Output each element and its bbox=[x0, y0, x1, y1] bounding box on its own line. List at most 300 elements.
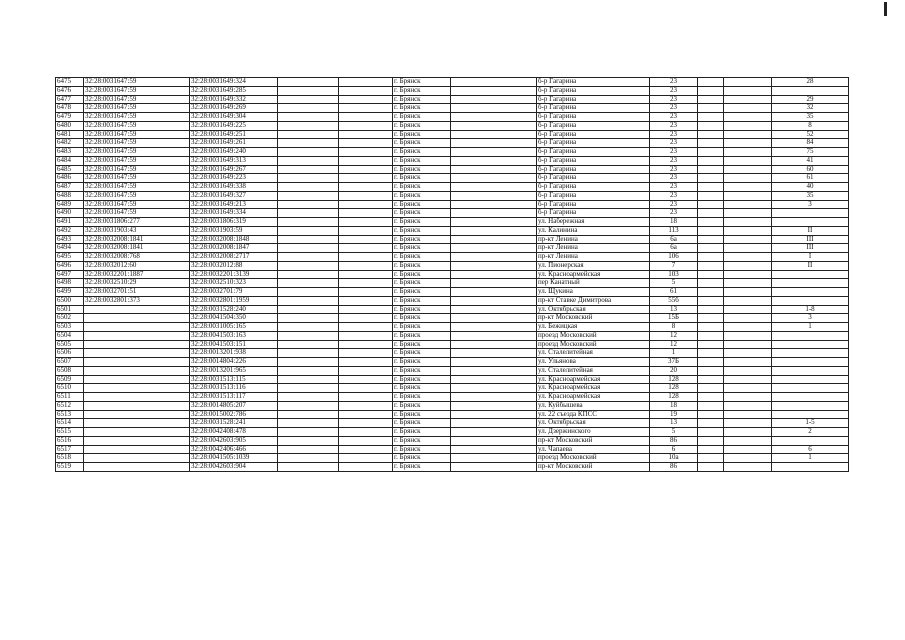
street-cell: пр-кт Ленина bbox=[537, 235, 650, 244]
empty-cell bbox=[278, 279, 339, 288]
cadastral-number-cell: 32:28:0031528:240 bbox=[190, 305, 278, 314]
empty-cell bbox=[724, 384, 772, 393]
empty-cell bbox=[339, 104, 393, 113]
house-number-cell: 1 bbox=[650, 349, 698, 358]
street-cell: б-р Гагарина bbox=[537, 156, 650, 165]
apartment-cell bbox=[772, 401, 849, 410]
table-row bbox=[56, 261, 849, 270]
city-cell: г. Брянск bbox=[393, 191, 451, 200]
house-number-cell: 106 bbox=[650, 253, 698, 262]
apartment-cell: 6 bbox=[772, 445, 849, 454]
empty-cell bbox=[451, 445, 537, 454]
empty-cell bbox=[451, 375, 537, 384]
empty-cell bbox=[698, 401, 724, 410]
cadastral-number-cell: 32:28:0031513:115 bbox=[190, 375, 278, 384]
city-cell: г. Брянск bbox=[393, 244, 451, 253]
record-number-cell: 6476 bbox=[56, 86, 84, 95]
empty-cell bbox=[698, 183, 724, 192]
empty-cell bbox=[339, 183, 393, 192]
house-number-cell: 8 bbox=[650, 323, 698, 332]
record-number-cell: 6485 bbox=[56, 165, 84, 174]
empty-cell bbox=[724, 314, 772, 323]
house-number-cell: 6а bbox=[650, 235, 698, 244]
empty-cell bbox=[339, 130, 393, 139]
empty-cell bbox=[278, 174, 339, 183]
house-number-cell: 113 bbox=[650, 226, 698, 235]
record-number-cell: 6508 bbox=[56, 366, 84, 375]
empty-cell bbox=[724, 401, 772, 410]
empty-cell bbox=[339, 148, 393, 157]
apartment-cell: 29 bbox=[772, 95, 849, 104]
empty-cell bbox=[724, 86, 772, 95]
house-number-cell: 23 bbox=[650, 104, 698, 113]
empty-cell bbox=[278, 445, 339, 454]
city-cell: г. Брянск bbox=[393, 218, 451, 227]
empty-cell bbox=[451, 226, 537, 235]
empty-cell bbox=[698, 436, 724, 445]
apartment-cell: 52 bbox=[772, 130, 849, 139]
house-number-cell: 23 bbox=[650, 156, 698, 165]
street-cell: б-р Гагарина bbox=[537, 148, 650, 157]
record-number-cell: 6496 bbox=[56, 261, 84, 270]
empty-cell bbox=[278, 78, 339, 87]
city-cell: г. Брянск bbox=[393, 401, 451, 410]
city-cell: г. Брянск bbox=[393, 463, 451, 472]
parent-cadastral-number-cell: 32:28:0031647:59 bbox=[84, 165, 190, 174]
street-cell: пр-кт Ленина bbox=[537, 253, 650, 262]
apartment-cell bbox=[772, 436, 849, 445]
empty-cell bbox=[339, 331, 393, 340]
cadastral-number-cell: 32:28:0031649:334 bbox=[190, 209, 278, 218]
house-number-cell: 86 bbox=[650, 436, 698, 445]
street-cell: пер Канатный bbox=[537, 279, 650, 288]
empty-cell bbox=[278, 366, 339, 375]
table-row bbox=[56, 428, 849, 437]
house-number-cell: 23 bbox=[650, 209, 698, 218]
city-cell: г. Брянск bbox=[393, 305, 451, 314]
empty-cell bbox=[724, 375, 772, 384]
empty-cell bbox=[339, 139, 393, 148]
apartment-cell: 60 bbox=[772, 165, 849, 174]
cadastral-number-cell: 32:28:0031649:338 bbox=[190, 183, 278, 192]
apartment-cell: 32 bbox=[772, 104, 849, 113]
city-cell: г. Брянск bbox=[393, 86, 451, 95]
empty-cell bbox=[278, 253, 339, 262]
empty-cell bbox=[339, 436, 393, 445]
empty-cell bbox=[278, 288, 339, 297]
apartment-cell: 2 bbox=[772, 428, 849, 437]
house-number-cell: 23 bbox=[650, 86, 698, 95]
empty-cell bbox=[698, 340, 724, 349]
street-cell: б-р Гагарина bbox=[537, 165, 650, 174]
cadastral-number-cell: 32:28:0032510:323 bbox=[190, 279, 278, 288]
cadastral-number-cell: 32:28:0013201:938 bbox=[190, 349, 278, 358]
empty-cell bbox=[278, 183, 339, 192]
empty-cell bbox=[724, 419, 772, 428]
empty-cell bbox=[698, 244, 724, 253]
empty-cell bbox=[339, 218, 393, 227]
empty-cell bbox=[278, 401, 339, 410]
empty-cell bbox=[698, 296, 724, 305]
table-row bbox=[56, 331, 849, 340]
empty-cell bbox=[339, 209, 393, 218]
empty-cell bbox=[724, 323, 772, 332]
apartment-cell bbox=[772, 209, 849, 218]
record-number-cell: 6500 bbox=[56, 296, 84, 305]
empty-cell bbox=[339, 419, 393, 428]
empty-cell bbox=[451, 86, 537, 95]
parent-cadastral-number-cell bbox=[84, 393, 190, 402]
house-number-cell: 23 bbox=[650, 113, 698, 122]
cadastral-number-cell: 32:28:0041503:151 bbox=[190, 340, 278, 349]
parent-cadastral-number-cell bbox=[84, 314, 190, 323]
parent-cadastral-number-cell: 32:28:0032008:1841 bbox=[84, 244, 190, 253]
empty-cell bbox=[278, 349, 339, 358]
record-number-cell: 6510 bbox=[56, 384, 84, 393]
house-number-cell: 20 bbox=[650, 366, 698, 375]
record-number-cell: 6498 bbox=[56, 279, 84, 288]
empty-cell bbox=[451, 323, 537, 332]
empty-cell bbox=[698, 288, 724, 297]
city-cell: г. Брянск bbox=[393, 419, 451, 428]
empty-cell bbox=[451, 410, 537, 419]
empty-cell bbox=[698, 130, 724, 139]
street-cell: ул. Дзержинского bbox=[537, 428, 650, 437]
apartment-cell bbox=[772, 349, 849, 358]
parent-cadastral-number-cell: 32:28:0031647:59 bbox=[84, 121, 190, 130]
parent-cadastral-number-cell: 32:28:0032008:1841 bbox=[84, 235, 190, 244]
empty-cell bbox=[278, 331, 339, 340]
city-cell: г. Брянск bbox=[393, 165, 451, 174]
street-cell: б-р Гагарина bbox=[537, 86, 650, 95]
apartment-cell bbox=[772, 270, 849, 279]
street-cell: б-р Гагарина bbox=[537, 209, 650, 218]
empty-cell bbox=[278, 454, 339, 463]
cadastral-number-cell: 32:28:0013201:965 bbox=[190, 366, 278, 375]
city-cell: г. Брянск bbox=[393, 384, 451, 393]
empty-cell bbox=[278, 86, 339, 95]
apartment-cell: 40 bbox=[772, 183, 849, 192]
empty-cell bbox=[724, 174, 772, 183]
table-row bbox=[56, 95, 849, 104]
parent-cadastral-number-cell: 32:28:0032008:768 bbox=[84, 253, 190, 262]
cadastral-number-cell: 32:28:0042408:478 bbox=[190, 428, 278, 437]
empty-cell bbox=[724, 331, 772, 340]
city-cell: г. Брянск bbox=[393, 121, 451, 130]
parent-cadastral-number-cell: 32:28:0031647:59 bbox=[84, 200, 190, 209]
apartment-cell: 75 bbox=[772, 148, 849, 157]
empty-cell bbox=[278, 148, 339, 157]
empty-cell bbox=[339, 463, 393, 472]
street-cell: б-р Гагарина bbox=[537, 174, 650, 183]
empty-cell bbox=[451, 130, 537, 139]
house-number-cell: 18 bbox=[650, 401, 698, 410]
record-number-cell: 6514 bbox=[56, 419, 84, 428]
empty-cell bbox=[451, 314, 537, 323]
parent-cadastral-number-cell bbox=[84, 366, 190, 375]
empty-cell bbox=[278, 314, 339, 323]
empty-cell bbox=[724, 279, 772, 288]
empty-cell bbox=[339, 454, 393, 463]
table-row bbox=[56, 384, 849, 393]
apartment-cell: 1 bbox=[772, 323, 849, 332]
apartment-cell: II bbox=[772, 226, 849, 235]
record-number-cell: 6477 bbox=[56, 95, 84, 104]
empty-cell bbox=[451, 261, 537, 270]
empty-cell bbox=[724, 305, 772, 314]
empty-cell bbox=[698, 349, 724, 358]
cadastral-number-cell: 32:28:0031649:225 bbox=[190, 121, 278, 130]
empty-cell bbox=[698, 95, 724, 104]
empty-cell bbox=[724, 200, 772, 209]
house-number-cell: 13 bbox=[650, 305, 698, 314]
empty-cell bbox=[339, 95, 393, 104]
apartment-cell: III bbox=[772, 244, 849, 253]
empty-cell bbox=[698, 121, 724, 130]
city-cell: г. Брянск bbox=[393, 445, 451, 454]
cadastral-number-cell: 32:28:0031649:267 bbox=[190, 165, 278, 174]
cadastral-number-cell: 32:28:0031649:251 bbox=[190, 130, 278, 139]
table-row bbox=[56, 375, 849, 384]
street-cell: б-р Гагарина bbox=[537, 139, 650, 148]
empty-cell bbox=[698, 200, 724, 209]
empty-cell bbox=[451, 384, 537, 393]
apartment-cell bbox=[772, 366, 849, 375]
parent-cadastral-number-cell bbox=[84, 419, 190, 428]
empty-cell bbox=[451, 113, 537, 122]
empty-cell bbox=[451, 95, 537, 104]
street-cell: пр-кт Ставке Димитрова bbox=[537, 296, 650, 305]
empty-cell bbox=[278, 156, 339, 165]
table-row bbox=[56, 323, 849, 332]
city-cell: г. Брянск bbox=[393, 314, 451, 323]
street-cell: ул. Бежицкая bbox=[537, 323, 650, 332]
street-cell: б-р Гагарина bbox=[537, 200, 650, 209]
house-number-cell: 23 bbox=[650, 148, 698, 157]
city-cell: г. Брянск bbox=[393, 410, 451, 419]
table-row bbox=[56, 174, 849, 183]
empty-cell bbox=[339, 200, 393, 209]
record-number-cell: 6492 bbox=[56, 226, 84, 235]
street-cell: ул. Набережная bbox=[537, 218, 650, 227]
house-number-cell: 23 bbox=[650, 95, 698, 104]
empty-cell bbox=[698, 375, 724, 384]
empty-cell bbox=[339, 86, 393, 95]
house-number-cell: 12 bbox=[650, 331, 698, 340]
record-number-cell: 6505 bbox=[56, 340, 84, 349]
empty-cell bbox=[278, 244, 339, 253]
record-number-cell: 6490 bbox=[56, 209, 84, 218]
empty-cell bbox=[724, 261, 772, 270]
street-cell: ул. Пионерская bbox=[537, 261, 650, 270]
record-number-cell: 6479 bbox=[56, 113, 84, 122]
empty-cell bbox=[724, 226, 772, 235]
empty-cell bbox=[698, 104, 724, 113]
empty-cell bbox=[451, 393, 537, 402]
empty-cell bbox=[278, 323, 339, 332]
apartment-cell bbox=[772, 410, 849, 419]
city-cell: г. Брянск bbox=[393, 296, 451, 305]
table-row bbox=[56, 410, 849, 419]
empty-cell bbox=[698, 113, 724, 122]
street-cell: ул. Красноармейская bbox=[537, 393, 650, 402]
empty-cell bbox=[698, 428, 724, 437]
empty-cell bbox=[724, 445, 772, 454]
empty-cell bbox=[698, 323, 724, 332]
apartment-cell bbox=[772, 296, 849, 305]
house-number-cell: 23 bbox=[650, 165, 698, 174]
record-number-cell: 6503 bbox=[56, 323, 84, 332]
street-cell: ул. Ульянова bbox=[537, 358, 650, 367]
table-row bbox=[56, 445, 849, 454]
table-row bbox=[56, 253, 849, 262]
empty-cell bbox=[339, 314, 393, 323]
empty-cell bbox=[278, 104, 339, 113]
house-number-cell: 10а bbox=[650, 454, 698, 463]
empty-cell bbox=[698, 78, 724, 87]
apartment-cell bbox=[772, 375, 849, 384]
parent-cadastral-number-cell bbox=[84, 401, 190, 410]
record-number-cell: 6509 bbox=[56, 375, 84, 384]
empty-cell bbox=[698, 393, 724, 402]
apartment-cell bbox=[772, 463, 849, 472]
parent-cadastral-number-cell bbox=[84, 358, 190, 367]
city-cell: г. Брянск bbox=[393, 156, 451, 165]
city-cell: г. Брянск bbox=[393, 323, 451, 332]
table-row bbox=[56, 200, 849, 209]
empty-cell bbox=[724, 463, 772, 472]
city-cell: г. Брянск bbox=[393, 375, 451, 384]
empty-cell bbox=[698, 86, 724, 95]
empty-cell bbox=[698, 463, 724, 472]
table-row bbox=[56, 165, 849, 174]
record-number-cell: 6493 bbox=[56, 235, 84, 244]
empty-cell bbox=[451, 183, 537, 192]
parent-cadastral-number-cell: 32:28:0031647:59 bbox=[84, 209, 190, 218]
apartment-cell: III bbox=[772, 235, 849, 244]
table-row bbox=[56, 401, 849, 410]
house-number-cell: 13 bbox=[650, 419, 698, 428]
cadastral-number-cell: 32:28:0031005:165 bbox=[190, 323, 278, 332]
empty-cell bbox=[724, 340, 772, 349]
empty-cell bbox=[698, 270, 724, 279]
cadastral-number-cell: 32:28:0031649:332 bbox=[190, 95, 278, 104]
empty-cell bbox=[724, 235, 772, 244]
apartment-cell: 28 bbox=[772, 78, 849, 87]
empty-cell bbox=[339, 191, 393, 200]
empty-cell bbox=[451, 104, 537, 113]
empty-cell bbox=[698, 139, 724, 148]
parent-cadastral-number-cell: 32:28:0031647:59 bbox=[84, 174, 190, 183]
city-cell: г. Брянск bbox=[393, 331, 451, 340]
city-cell: г. Брянск bbox=[393, 340, 451, 349]
city-cell: г. Брянск bbox=[393, 226, 451, 235]
empty-cell bbox=[278, 305, 339, 314]
street-cell: пр-кт Московский bbox=[537, 436, 650, 445]
city-cell: г. Брянск bbox=[393, 200, 451, 209]
street-cell: ул. Красноармейская bbox=[537, 384, 650, 393]
house-number-cell: 5 bbox=[650, 279, 698, 288]
city-cell: г. Брянск bbox=[393, 436, 451, 445]
apartment-cell: 8 bbox=[772, 121, 849, 130]
empty-cell bbox=[724, 78, 772, 87]
street-cell: б-р Гагарина bbox=[537, 113, 650, 122]
record-number-cell: 6501 bbox=[56, 305, 84, 314]
table-row bbox=[56, 78, 849, 87]
empty-cell bbox=[339, 174, 393, 183]
empty-cell bbox=[339, 261, 393, 270]
cadastral-number-cell: 32:28:0031649:313 bbox=[190, 156, 278, 165]
cadastral-number-cell: 32:28:0041503:163 bbox=[190, 331, 278, 340]
empty-cell bbox=[278, 270, 339, 279]
empty-cell bbox=[339, 165, 393, 174]
empty-cell bbox=[278, 165, 339, 174]
registry-table bbox=[55, 77, 849, 472]
cadastral-number-cell: 32:28:0031649:285 bbox=[190, 86, 278, 95]
empty-cell bbox=[278, 419, 339, 428]
table-row bbox=[56, 244, 849, 253]
house-number-cell: 23 bbox=[650, 174, 698, 183]
record-number-cell: 6519 bbox=[56, 463, 84, 472]
record-number-cell: 6489 bbox=[56, 200, 84, 209]
street-cell: ул. Чапаева bbox=[537, 445, 650, 454]
cadastral-number-cell: 32:28:0042603:904 bbox=[190, 463, 278, 472]
empty-cell bbox=[698, 358, 724, 367]
empty-cell bbox=[724, 349, 772, 358]
empty-cell bbox=[724, 156, 772, 165]
empty-cell bbox=[339, 288, 393, 297]
street-cell: б-р Гагарина bbox=[537, 78, 650, 87]
table-row bbox=[56, 288, 849, 297]
parent-cadastral-number-cell: 32:28:0031647:59 bbox=[84, 130, 190, 139]
empty-cell bbox=[724, 104, 772, 113]
empty-cell bbox=[451, 419, 537, 428]
record-number-cell: 6494 bbox=[56, 244, 84, 253]
empty-cell bbox=[278, 226, 339, 235]
table-row bbox=[56, 454, 849, 463]
empty-cell bbox=[278, 130, 339, 139]
city-cell: г. Брянск bbox=[393, 174, 451, 183]
empty-cell bbox=[724, 113, 772, 122]
empty-cell bbox=[698, 314, 724, 323]
table-row bbox=[56, 305, 849, 314]
apartment-cell bbox=[772, 288, 849, 297]
empty-cell bbox=[724, 393, 772, 402]
street-cell: б-р Гагарина bbox=[537, 183, 650, 192]
apartment-cell: 61 bbox=[772, 174, 849, 183]
empty-cell bbox=[724, 209, 772, 218]
registry-table-body bbox=[56, 78, 849, 472]
empty-cell bbox=[339, 410, 393, 419]
table-row bbox=[56, 270, 849, 279]
city-cell: г. Брянск bbox=[393, 358, 451, 367]
street-cell: проезд Московский bbox=[537, 454, 650, 463]
empty-cell bbox=[724, 244, 772, 253]
table-row bbox=[56, 130, 849, 139]
empty-cell bbox=[278, 209, 339, 218]
empty-cell bbox=[724, 183, 772, 192]
record-number-cell: 6482 bbox=[56, 139, 84, 148]
city-cell: г. Брянск bbox=[393, 261, 451, 270]
parent-cadastral-number-cell bbox=[84, 375, 190, 384]
record-number-cell: 6515 bbox=[56, 428, 84, 437]
parent-cadastral-number-cell bbox=[84, 445, 190, 454]
empty-cell bbox=[451, 454, 537, 463]
parent-cadastral-number-cell: 32:28:0032510:29 bbox=[84, 279, 190, 288]
street-cell: проезд Московский bbox=[537, 340, 650, 349]
empty-cell bbox=[451, 436, 537, 445]
apartment-cell: 3 bbox=[772, 314, 849, 323]
